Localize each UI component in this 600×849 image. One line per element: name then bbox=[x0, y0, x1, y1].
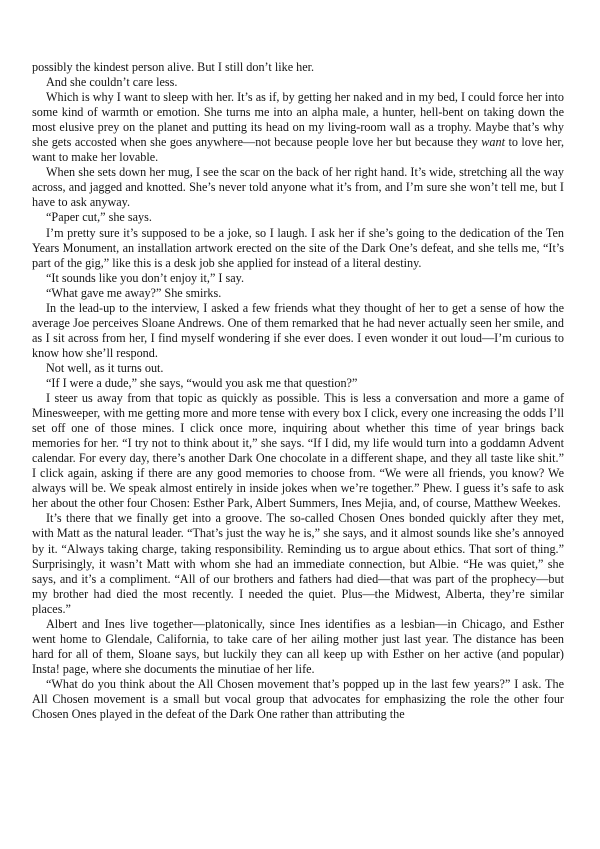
paragraph-5: “Paper cut,” she says. bbox=[46, 210, 152, 225]
book-page-text bbox=[32, 60, 564, 722]
paragraph-3: Which is why I want to sleep with her. It’s as if, by getting her naked and in my bed, I could force her into some kind of warmth or emotion. She turns me into an alpha male, a hunter, hell-bent on taking down the most elusive prey on the planet and putting its head on my living-room wall as a trophy. Maybe that’s why she gets accosted when she goes anywhere—not because people love her but because they want to love her, want to make her lovable. bbox=[32, 90, 565, 165]
paragraph-2: And she couldn’t care less. bbox=[46, 75, 178, 90]
paragraph-4: When she sets down her mug, I see the scar on the back of her right hand. It’s wide, stretching all the way across, and jagged and knotted. She’s never told anyone what it’s from, and I’m sure she won’t tell me, but I have to ask anyway. bbox=[32, 165, 564, 210]
paragraph-8: “What gave me away?” She smirks. bbox=[46, 285, 222, 300]
paragraph-15: “What do you think about the All Chosen movement that’s popped up in the last few years?” I ask. The All Chosen movement is a small but vocal group that advocates for emphasizing the role the other four Chosen Ones played in the defeat of the Dark One rather than attributing the bbox=[32, 676, 564, 722]
paragraph-7: “It sounds like you don’t enjoy it,” I say. bbox=[46, 270, 245, 285]
paragraph-12: I steer us away from that topic as quickly as possible. This is less a conversation and more a game of Minesweeper, with me getting more and more tense with every box I click, every one increasing the odds I’ll set off one of those mines. I click once more, inquiring about whether this time of year brings back memories for her. “I try not to think about it,” she says. “If I did, my life would turn into a goddamn Advent calendar. For every day, there’s another Dark One chocolate in a different shape, and they all taste like shit.” I click again, asking if there are any good memories to choose from. “We were all friends, you know? We always will be. We speak almost entirely in inside jokes when we’re together.” Phew. I guess it’s safe to ask her about the other four Chosen: Esther Park, Albert Summers, Ines Mejia, and, of course, Matthew Weekes. bbox=[32, 391, 564, 511]
paragraph-9: In the lead-up to the interview, I asked a few friends what they thought of her to get a sense of how the average Joe perceives Sloane Andrews. One of them remarked that he had never actually seen her smile, and as I sit across from her, I find myself wondering if she ever does. I even wonder it out loud—I’m curious to know how she’ll respond. bbox=[32, 300, 564, 360]
paragraph-6: I’m pretty sure it’s supposed to be a joke, so I laugh. I ask her if she’s going to the dedication of the Ten Years Monument, an installation artwork erected on the site of the Dark One’s defeat, and she tells me, “It’s part of the gig,” like this is a desk job she applied for instead of a literal destiny. bbox=[32, 225, 564, 270]
paragraph-11: “If I were a dude,” she says, “would you ask me that question?” bbox=[46, 375, 358, 390]
emphasized-word: want bbox=[481, 135, 505, 150]
paragraph-13: It’s there that we finally get into a groove. The so-called Chosen Ones bonded quickly after they met, with Matt as the natural leader. “That’s just the way he is,” she says, and it almost sounds like she’s annoyed by it. “Always taking charge, taking responsibility. Reminding us to argue about ethics. That sort of thing.” Surprisingly, it wasn’t Matt with whom she had an immediate connection, but Albie. “He was quiet,” she says, and it’s a compliment. “All of our brothers and fathers had died—that was part of the prophecy—but my brother had died the most recently. I needed the quiet. Plus—the Midwest, Alberta, they’re similar places.” bbox=[32, 511, 564, 616]
paragraph-14: Albert and Ines live together—platonically, since Ines identifies as a lesbian—in Chicago, and Esther went home to Glendale, California, to take care of her ailing mother just last year. The distance has been hard for all of them, Sloane says, but luckily they can all keep up with Esther on her active (and popular) Insta! page, where she documents the minutiae of her life. bbox=[32, 616, 564, 676]
paragraph-10: Not well, as it turns out. bbox=[46, 360, 164, 375]
paragraph-1: possibly the kindest person alive. But I still don’t like her. bbox=[32, 60, 315, 74]
